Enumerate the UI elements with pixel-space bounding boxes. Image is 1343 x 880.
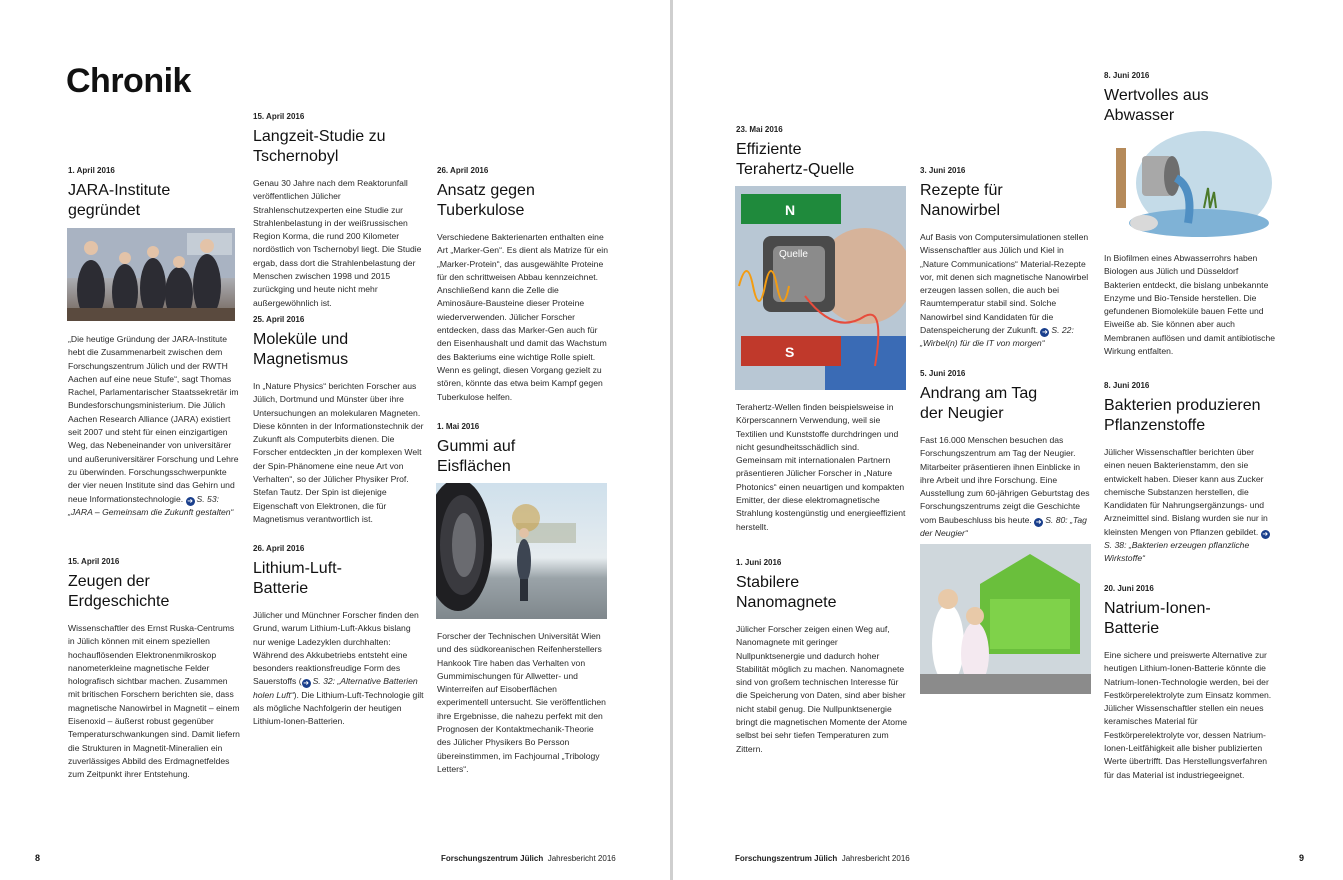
article-headline: Rezepte für Nanowirbel: [920, 182, 1003, 219]
article-body: Jülicher und Münchner Forscher finden den Grund, warum Lithium-Luft-Akkus bislang nur wenige Ladezyklen durchhalten: Während des Akkubetriebs entsteht eine besonders reaktionsfreudige Form des Sauerstoffs ( ➜ S. 32: „Alternative Batterien holen Luft“). Die Lithium-Luft-Technologie gilt als mögliche Nachfolgerin der heutigen Lithium-Ionen-Batterien.: [253, 610, 424, 727]
article-nanowirbel: [920, 166, 1092, 351]
article-pflanzenstoffe: [1104, 381, 1276, 566]
article-headline: Stabilere Nanomagnete: [736, 574, 837, 611]
children-photo: [920, 544, 1091, 694]
arrow-right-icon: ➜: [187, 497, 193, 505]
article-body-abwasser: In Biofilmen eines Abwasserrohrs haben Biologen aus Jülich und Düsseldorf Bakterien entdeckt, die bislang unbekannte Enzyme und Bio-Tenside herstellen. Die gefundenen Biomoleküle bauen Fette und Eiweiße ab. Sie können aber auch Membranen auflösen und damit antibiotische Wirkung entfalten.: [1104, 253, 1276, 357]
article-date: 3. Juni 2016: [920, 166, 966, 175]
article-lithium-luft: [253, 544, 425, 729]
article-date: 5. Juni 2016: [920, 369, 966, 378]
article-date: 1. Juni 2016: [736, 558, 782, 567]
article-headline: JARA-Institute gegründet: [68, 182, 171, 219]
article-headline: Effiziente Terahertz-Quelle: [736, 141, 855, 178]
article-body: Fast 16.000 Menschen besuchen das Forschungszentrum am Tag der Neugier. Mitarbeiter präsentieren ihnen Einblicke in ihre Arbeit und ihre Forschung. Eine Ausstellung zum 60-jährigen Geburtstag des Forschungszentrums zeigt die Geschichte vom Baubeschluss bis heute. ➜ S. 80: „Tag der Neugier“: [920, 435, 1090, 539]
article-body: Verschiedene Bakterienarten enthalten eine Art „Marker-Gen“. Es dient als Matrize für ein „Marker-Protein“, das ausgewählte Proteine für den schrittweisen Abbau kennzeichnet. Anschließend kann die Zelle die Aminosäure-Bausteine dieser Proteine wiederverwenden. Jülicher Forscher entdecken, dass das Marker-Gen auch für den Eisenhaushalt und damit das Wachstum des Bakteriums eine wichtige Rolle spielt. Wenn es gelingt, diesen Vorgang gezielt zu stören, könnte das etwa beim Kampf gegen Tuberkulose helfen.: [437, 232, 608, 402]
article-headline: Ansatz gegen Tuberkulose: [437, 182, 535, 219]
article-date: 15. April 2016: [68, 557, 120, 566]
article-body: Jülicher Wissenschaftler berichten über einen neuen Bakterienstamm, den sie entwickelt haben. Dieser kann aus Zucker chemische Substanzen herstellen, die Kandidaten für Nahrungsergänzungs- und Arzneimittel sind. Bislang wurden sie nur in kleinsten Mengen von Pflanzen gebildet. ➜S. 38: „Bakterien erzeugen pflanzliche Wirkstoffe“: [1104, 446, 1276, 566]
article-headline: Zeugen der Erdgeschichte: [68, 573, 170, 610]
article-nanomagnete: [736, 558, 908, 756]
article-tuberkulose: [437, 166, 609, 404]
arrow-right-icon: ➜: [1262, 530, 1269, 538]
article-erdgeschichte: [68, 557, 240, 782]
right-page: [673, 0, 1343, 880]
wastewater-illustration: [1104, 128, 1274, 243]
article-tag-der-neugier: [920, 369, 1092, 540]
page-number: 8: [35, 853, 41, 863]
article-headline: Wertvolles aus Abwasser: [1104, 87, 1209, 124]
article-body: Wissenschaftler des Ernst Ruska-Centrums in Jülich können mit einem speziellen hochauflösenden Elektronenmikroskop nanometerkleine magnetische Felder holografisch sichtbar machen. Zusammen mit britischen Forschern berichten sie, dass magnetische Nanowirbel in Magnetit – einem Eisenoxid – äußerst robust gegenüber Temperaturschwankungen sind. Damit liefern die Strukturen in Magnetit-Mineralien ein zuverlässiges Abbild des Erdmagnetfeldes zum Zeitpunkt ihrer Entstehung.: [68, 623, 240, 780]
page-number: 9: [1299, 853, 1305, 863]
terahertz-photo: [735, 186, 906, 390]
page-title: Chronik: [66, 62, 191, 100]
article-body: Jülicher Forscher zeigen einen Weg auf, Nanomagnete mit geringer Nullpunktsenergie und dadurch hoher Stabilität möglich zu machen. Nanomagnete sind von großem technischen Interesse für die Speicherung von Daten, sind aber bisher nicht stabil genug. Die Nullpunktsenergie bringt die magnetischen Momente der Atome selbst bei sehr tiefen Temperaturen zum Zittern.: [736, 624, 908, 754]
article-headline: Lithium-Luft-Batterie: [253, 560, 342, 597]
article-headline: Gummi auf Eisflächen: [437, 438, 516, 475]
article-jara: [68, 166, 240, 231]
article-body-gummi: Forscher der Technischen Universität Wien und des südkoreanischen Reifenherstellers Hankook Tire haben das Verhalten von Gummimischungen für Allwetter- und Winterreifen auf Eisoberflächen experimentell untersucht. Sie veröffentlichen ihre Ergebnisse, die nahezu perfekt mit den Prognosen der Kontaktmechanik-Theorie des Jülicher Physikers Bo Persson übereinstimmen, im Fachjournal „Tribology Letters“.: [437, 631, 606, 774]
article-date: 1. April 2016: [68, 166, 115, 175]
footer: Forschungszentrum Jülich Jahresbericht 2016: [441, 854, 616, 863]
article-date: 8. Juni 2016: [1104, 71, 1150, 80]
article-headline: Natrium-Ionen-Batterie: [1104, 600, 1211, 637]
article-date: 25. April 2016: [253, 315, 305, 324]
page-reference-link[interactable]: ➜S. 38: „Bakterien erzeugen pflanzliche Wirkstoffe“: [1104, 530, 1269, 564]
arrow-right-icon: ➜: [1035, 518, 1042, 526]
article-date: 15. April 2016: [253, 112, 305, 121]
article-headline: Andrang am Tag der Neugier: [920, 385, 1038, 422]
article-date: 8. Juni 2016: [1104, 381, 1150, 390]
page-reference-link[interactable]: ➜ S. 53: „JARA – Gemeinsam die Zukunft gestalten“: [68, 493, 234, 517]
article-date: 23. Mai 2016: [736, 125, 783, 134]
article-terahertz: [736, 125, 908, 190]
article-headline: Bakterien produzieren Pflanzenstoffe: [1104, 397, 1261, 434]
page-reference-link[interactable]: ➜ S. 32: „Alternative Batterien holen Luft“: [253, 676, 418, 700]
article-natrium-ionen: [1104, 584, 1276, 782]
pipe-illustration: [1104, 128, 1274, 243]
magnet-illustration: [735, 186, 906, 390]
tire-illustration: [436, 483, 607, 619]
article-magnetismus: [253, 315, 425, 526]
article-headline: Moleküle und Magnetismus: [253, 331, 349, 368]
jara-group-photo: [67, 228, 235, 321]
footer: Forschungszentrum Jülich Jahresbericht 2016: [735, 854, 910, 863]
source-label: Quelle: [779, 249, 808, 260]
left-page: [0, 0, 670, 880]
article-body-terahertz: Terahertz-Wellen finden beispielsweise in Körperscannern Verwendung, weil sie Textilien und Kunststoffe durchdringen und nicht gesundheitsschädlich sind. Gemeinsam mit internationalen Partnern präsentieren Jülicher Forscher in „Nature Photonics“ einen neuartigen und kompakten Emitter, der diese elektromagnetische Strahlung kostengünstig und energieeffizient herstellt.: [736, 402, 906, 532]
north-label: N: [785, 202, 796, 218]
article-body: Eine sichere und preiswerte Alternative zur heutigen Lithium-Ionen-Batterie könnte die Natrium-Ionen-Technologie werden, bei der Festkörperelektrolyte zum Einsatz kommen. Jülicher Wissenschaftler stellen ein neues keramisches Material für Festkörperelektrolyte vor, dessen Natrium-Ionen-Leitfähigkeit alle bisher publizierten Werte übertrifft. Das Herstellungsverfahren für das Material ist industriegeeignet.: [1104, 650, 1272, 780]
arrow-right-icon: ➜: [1041, 329, 1048, 337]
article-tschernobyl: [253, 112, 425, 310]
article-body: Genau 30 Jahre nach dem Reaktorunfall veröffentlichen Jülicher Strahlenschutzexperten eine Studie zur Strahlenbelastung in der weißrussischen Region Korma, die rund 200 Kilometer nordöstlich von Tschernobyl liegt. Die Studie ergab, dass dort die Strahlenbelastung der Menschen zwischen 1998 und 2015 zurückging und heute nicht mehr außergewöhnlich ist.: [253, 178, 422, 308]
article-abwasser: [1104, 71, 1276, 136]
article-body: Auf Basis von Computersimulationen stellen Wissenschaftler aus Jülich und Kiel in „Nature Communications“ Material-Rezepte vor, mit denen sich magnetische Nanowirbel erzeugen lassen sollen, die auch bei Raumtemperatur stabil sind. Solche Nanowirbel sind Kandidaten für die Datenspeicherung der Zukunft. ➜ S. 22: „Wirbel(n) für die IT von morgen“: [920, 232, 1089, 349]
tire-photo: [436, 483, 607, 619]
page-reference-link[interactable]: ➜ S. 80: „Tag der Neugier“: [920, 514, 1087, 539]
arrow-right-icon: ➜: [303, 680, 309, 688]
article-gummi: [437, 422, 609, 487]
children-illustration: [920, 544, 1091, 694]
article-date: 26. April 2016: [253, 544, 305, 553]
south-label: S: [785, 344, 795, 360]
article-date: 20. Juni 2016: [1104, 584, 1154, 593]
article-body-jara: „Die heutige Gründung der JARA-Institute hebt die Zusammenarbeit zwischen dem Forschungszentrum Jülich und der RWTH Aachen auf eine neue Stufe“, sagt Thomas Rachel, Parlamentarischer Staatssekretär im Bundesforschungsministerium. Die Jülich Aachen Research Alliance (JARA) existiert seit 2007 und steht für einen einzigartigen Weg, das Nebeneinander von universitärer und außeruniversitärer Forschung und Lehre zu überwinden. Forschungsschwerpunkte der vier neuen Institute sind das Gehirn und neue Informationstechnologie. ➜ S. 53: „JARA – Gemeinsam die Zukunft gestalten“: [68, 334, 239, 517]
article-date: 1. Mai 2016: [437, 422, 480, 431]
page-reference-link[interactable]: ➜ S. 22: „Wirbel(n) für die IT von morgen“: [920, 325, 1074, 349]
article-body: In „Nature Physics“ berichten Forscher aus Jülich, Dortmund und Münster über ihre Untersuchungen an molekularen Magneten. Diese könnten in der Informationstechnik der Zukunft als Computerbits dienen. Die Forscher entdeckten „in der komplexen Welt der Spin-Phänomene eine neue Art von Verhalten“, so der Jülicher Physiker Prof. Stefan Tautz. Der Spin ist diejenige Eigenschaft von Elektronen, die für Magnetismus verantwortlich ist.: [253, 381, 424, 524]
article-date: 26. April 2016: [437, 166, 489, 175]
article-headline: Langzeit-Studie zu Tschernobyl: [253, 128, 386, 165]
people-illustration: [67, 228, 235, 321]
